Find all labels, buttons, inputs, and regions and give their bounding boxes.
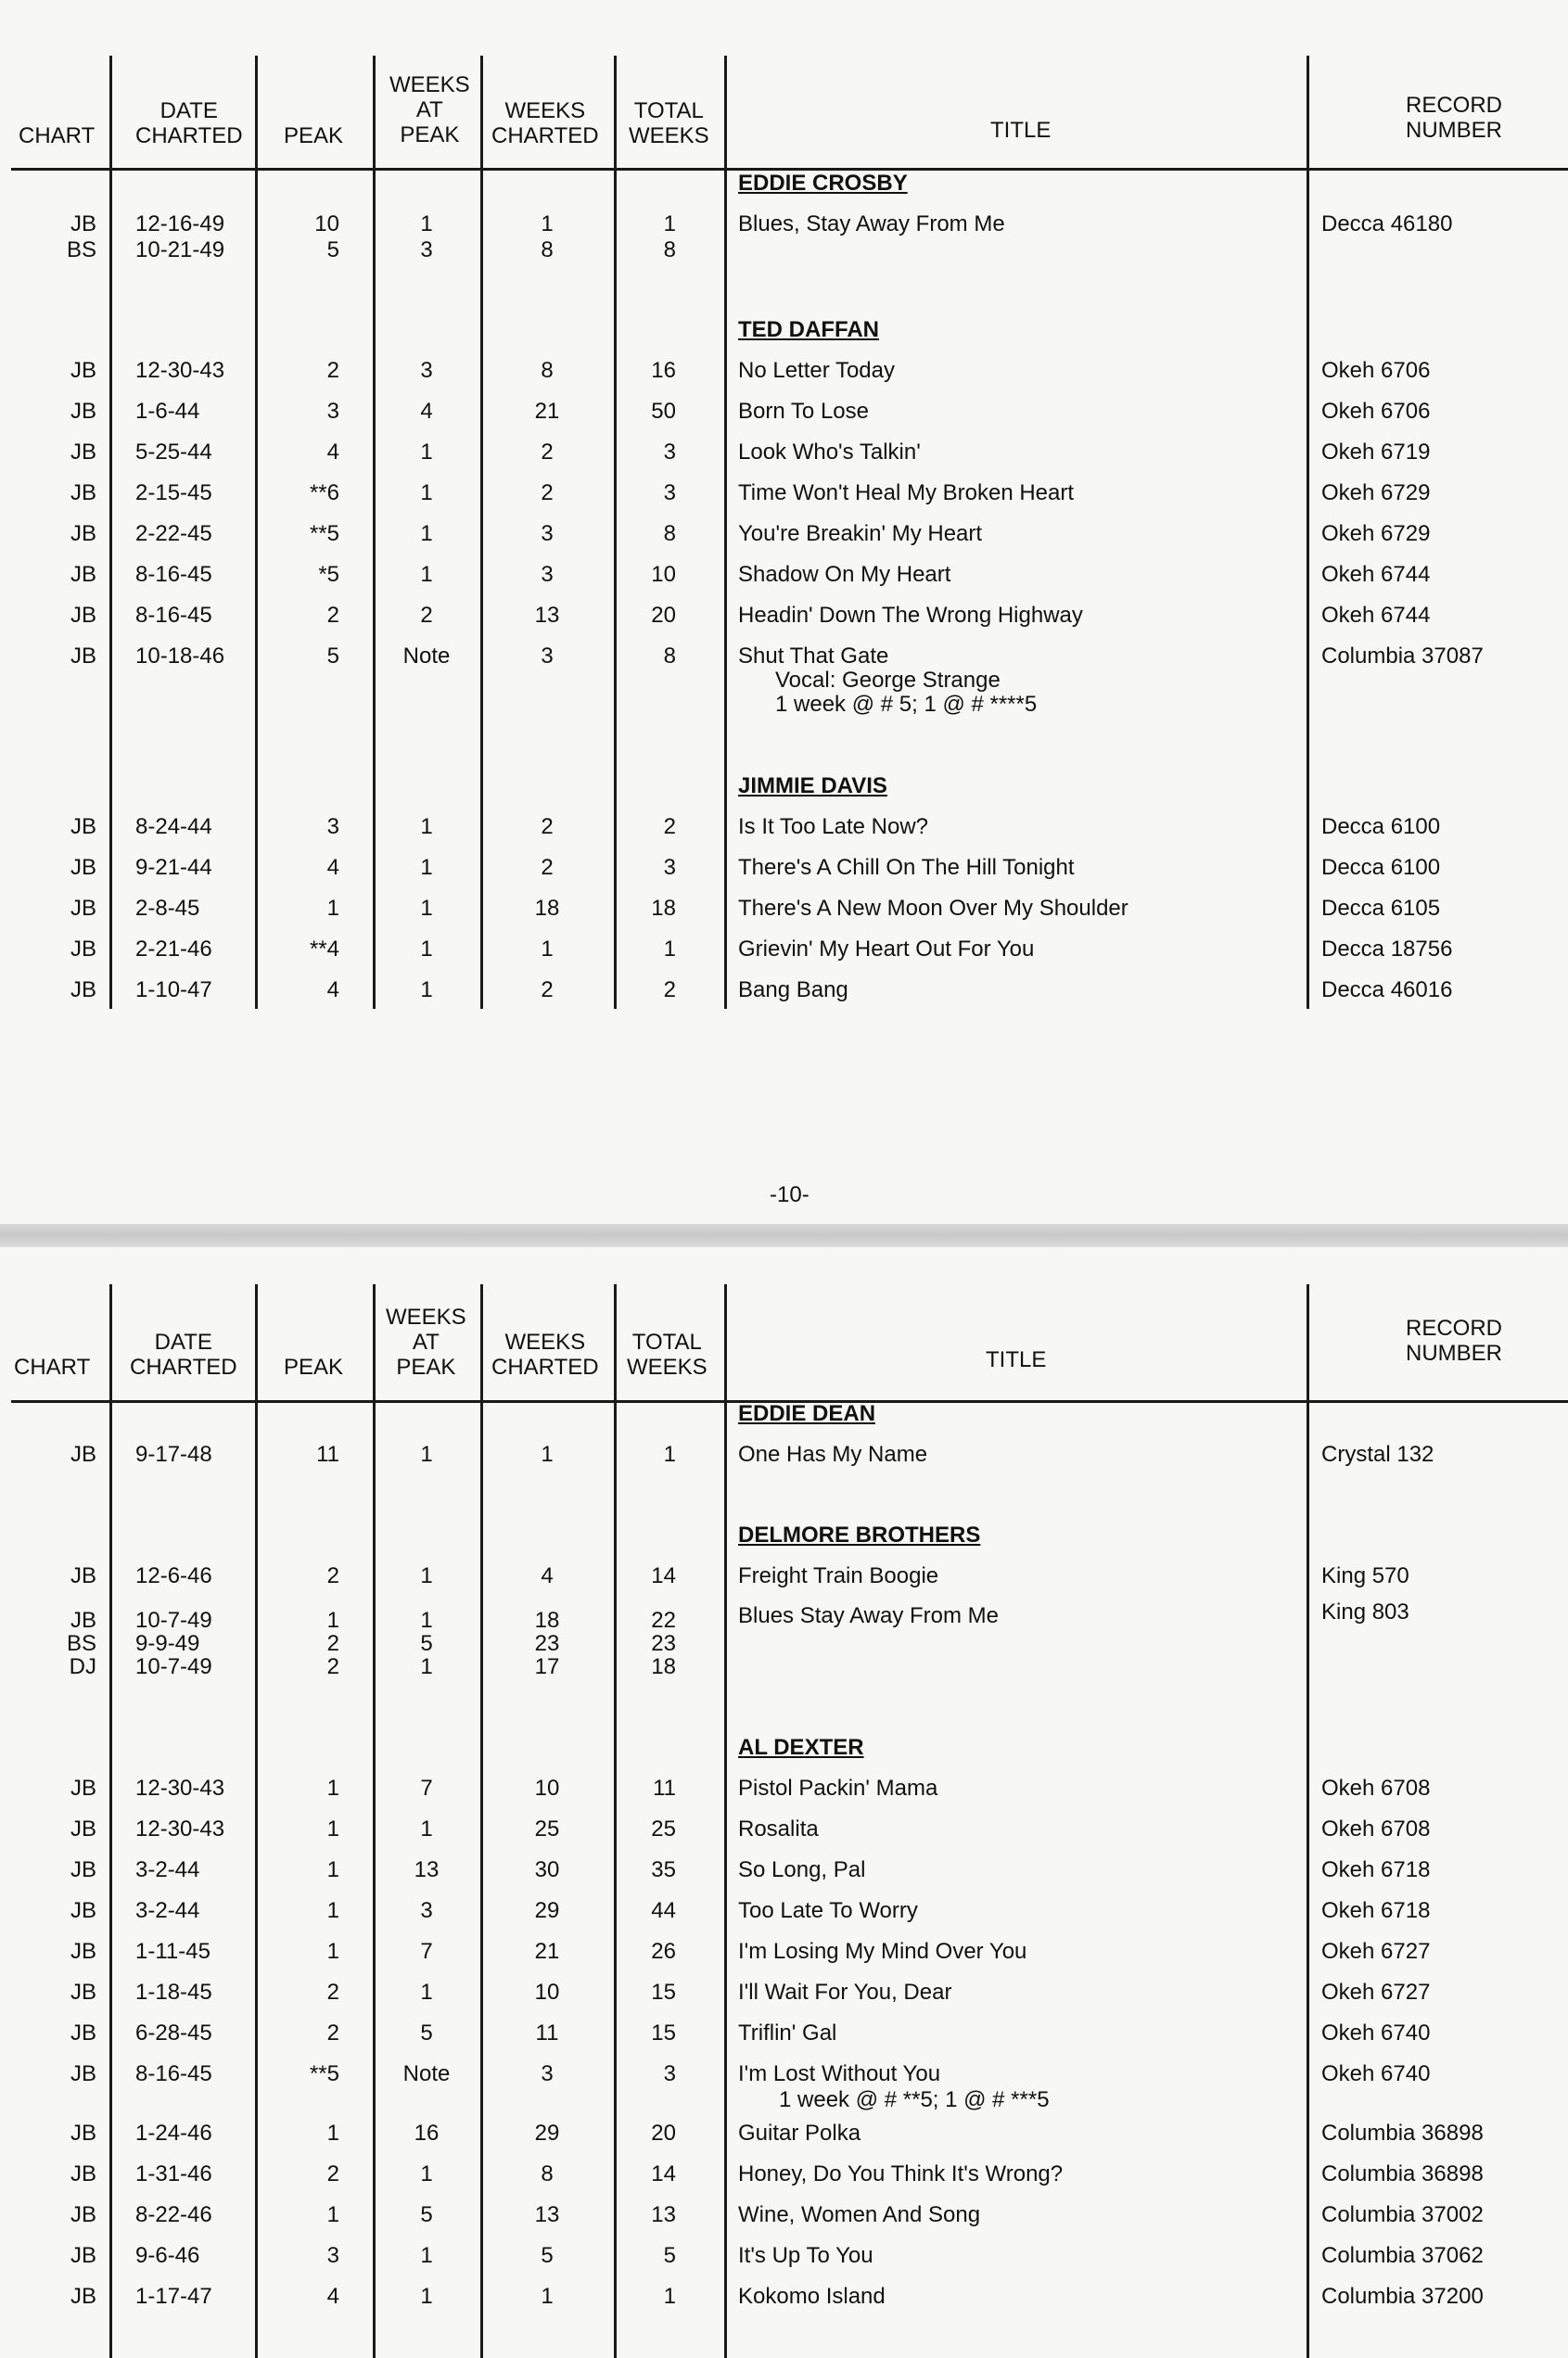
- chart-cell: JB: [70, 644, 96, 669]
- date-cell: 8-16-45: [135, 603, 212, 628]
- header-record-number: RECORD NUMBER: [1406, 93, 1503, 143]
- weeks-charted-cell: 1 8: [541, 211, 554, 262]
- weeks-at-peak-cell: 2: [420, 603, 433, 628]
- column-rule: [614, 1284, 617, 2358]
- total-weeks-cell: 14: [651, 1563, 676, 1588]
- weeks-charted-cell: 29: [534, 1898, 560, 1923]
- total-weeks-cell: 25: [651, 1816, 676, 1842]
- date-cell: 8-22-46: [135, 2202, 212, 2227]
- page-number: -10-: [770, 1182, 809, 1207]
- peak-cell: 1 2 2: [326, 1608, 339, 1679]
- chart-cell: JB: [70, 480, 96, 505]
- peak-cell: 1: [326, 1898, 339, 1923]
- title-cell: Look Who's Talkin': [738, 440, 921, 465]
- column-rule: [255, 56, 258, 1009]
- date-cell: 3-2-44: [135, 1898, 200, 1923]
- weeks-charted-cell: 5: [541, 2243, 554, 2268]
- total-weeks-cell: 8: [663, 521, 676, 546]
- weeks-at-peak-cell: 5: [420, 2202, 433, 2227]
- weeks-charted-cell: 13: [534, 603, 560, 628]
- record-cell: Okeh 6719: [1321, 440, 1431, 465]
- weeks-at-peak-cell: 1: [420, 2161, 433, 2186]
- date-cell: 12-16-49 10-21-49: [135, 211, 225, 262]
- title-cell: Blues Stay Away From Me: [738, 1603, 999, 1628]
- peak-cell: 1: [326, 896, 339, 921]
- peak-cell: 2: [326, 2161, 339, 2186]
- record-cell: Okeh 6740: [1321, 2020, 1431, 2046]
- header-date-charted: DATE CHARTED: [130, 1330, 237, 1380]
- chart-cell: JB: [70, 896, 96, 921]
- weeks-at-peak-cell: 13: [414, 1857, 440, 1882]
- peak-cell: 4: [326, 977, 339, 1002]
- peak-cell: 1: [326, 1816, 339, 1842]
- header-chart: CHART: [14, 1355, 91, 1380]
- record-cell: Columbia 36898: [1321, 2121, 1484, 2146]
- weeks-charted-cell: 1: [541, 2284, 554, 2309]
- page-gap: [0, 1224, 1568, 1247]
- weeks-at-peak-cell: 1 5 1: [420, 1608, 433, 1679]
- column-rule: [480, 56, 483, 1009]
- column-rule: [614, 56, 617, 1009]
- chart-cell: JB: [70, 2061, 96, 2086]
- record-cell: Columbia 37200: [1321, 2284, 1484, 2309]
- date-cell: 12-30-43: [135, 1816, 225, 1842]
- weeks-at-peak-cell: 1: [420, 480, 433, 505]
- weeks-charted-cell: 8: [541, 358, 554, 383]
- record-cell: Okeh 6727: [1321, 1939, 1431, 1964]
- record-cell: Decca 6100: [1321, 814, 1441, 839]
- weeks-charted-cell: 2: [541, 977, 554, 1002]
- date-cell: 12-30-43: [135, 1776, 225, 1801]
- total-weeks-cell: 50: [651, 399, 676, 424]
- weeks-at-peak-cell: 3: [420, 1898, 433, 1923]
- date-cell: 1-6-44: [135, 399, 200, 424]
- weeks-at-peak-cell: Note: [402, 644, 451, 669]
- date-cell: 1-31-46: [135, 2161, 212, 2186]
- chart-cell: JB: [70, 1898, 96, 1923]
- title-cell: I'll Wait For You, Dear: [738, 1980, 952, 2005]
- title-cell: One Has My Name: [738, 1442, 928, 1467]
- peak-cell: 2: [326, 1980, 339, 2005]
- weeks-at-peak-cell: 1: [420, 562, 433, 587]
- weeks-charted-cell: 2: [541, 855, 554, 880]
- header-total-weeks: TOTAL WEEKS: [629, 98, 709, 148]
- chart-cell: JB: [70, 814, 96, 839]
- weeks-at-peak-cell: 1: [420, 896, 433, 921]
- header-title: TITLE: [990, 118, 1052, 143]
- record-cell: Okeh 6706: [1321, 399, 1431, 424]
- artist-heading: EDDIE CROSBY: [738, 171, 908, 196]
- chart-cell: JB BS DJ: [66, 1608, 96, 1679]
- peak-cell: 10 5: [314, 211, 339, 262]
- weeks-charted-cell: 3: [541, 562, 554, 587]
- total-weeks-cell: 15: [651, 2020, 676, 2046]
- total-weeks-cell: 2: [663, 977, 676, 1002]
- header-weeks-at-peak: WEEKS AT PEAK: [386, 1305, 466, 1380]
- chart-cell: JB: [70, 399, 96, 424]
- artist-heading: AL DEXTER: [738, 1735, 864, 1760]
- record-cell: Columbia 37002: [1321, 2202, 1484, 2227]
- total-weeks-cell: 3: [663, 480, 676, 505]
- total-weeks-cell: 2: [663, 814, 676, 839]
- record-cell: Columbia 37087: [1321, 644, 1484, 669]
- header-peak: PEAK: [284, 123, 344, 148]
- record-cell: Okeh 6718: [1321, 1898, 1431, 1923]
- total-weeks-cell: 26: [651, 1939, 676, 1964]
- peak-cell: 1: [326, 1857, 339, 1882]
- title-cell: Is It Too Late Now?: [738, 814, 929, 839]
- total-weeks-cell: 8: [663, 644, 676, 669]
- entry-note: Vocal: George Strange: [775, 668, 1001, 693]
- chart-cell: JB: [70, 1563, 96, 1588]
- date-cell: 2-15-45: [135, 480, 212, 505]
- date-cell: 9-6-46: [135, 2243, 200, 2268]
- total-weeks-cell: 3: [663, 440, 676, 465]
- artist-heading: DELMORE BROTHERS: [738, 1523, 981, 1548]
- weeks-charted-cell: 1: [541, 1442, 554, 1467]
- weeks-at-peak-cell: 7: [420, 1939, 433, 1964]
- entry-note: 1 week @ # 5; 1 @ # ****5: [775, 692, 1038, 717]
- column-rule: [1307, 1284, 1309, 2358]
- weeks-at-peak-cell: 1: [420, 814, 433, 839]
- chart-cell: JB: [70, 562, 96, 587]
- weeks-at-peak-cell: Note: [402, 2061, 451, 2086]
- title-cell: It's Up To You: [738, 2243, 873, 2268]
- chart-cell: JB: [70, 440, 96, 465]
- weeks-charted-cell: 4: [541, 1563, 554, 1588]
- total-weeks-cell: 1: [663, 937, 676, 962]
- weeks-at-peak-cell: 7: [420, 1776, 433, 1801]
- peak-cell: 1: [326, 2121, 339, 2146]
- chart-cell: JB: [70, 1776, 96, 1801]
- total-weeks-cell: 3: [663, 855, 676, 880]
- peak-cell: **5: [309, 521, 339, 546]
- peak-cell: *5: [318, 562, 339, 587]
- weeks-charted-cell: 13: [534, 2202, 560, 2227]
- total-weeks-cell: 10: [651, 562, 676, 587]
- record-cell: Okeh 6744: [1321, 562, 1431, 587]
- chart-cell: JB: [70, 1939, 96, 1964]
- date-cell: 8-24-44: [135, 814, 212, 839]
- weeks-charted-cell: 8: [541, 2161, 554, 2186]
- date-cell: 2-22-45: [135, 521, 212, 546]
- weeks-at-peak-cell: 1: [420, 977, 433, 1002]
- record-cell: Okeh 6706: [1321, 358, 1431, 383]
- peak-cell: 2: [326, 1563, 339, 1588]
- title-cell: Bang Bang: [738, 977, 848, 1002]
- chart-cell: JB: [70, 977, 96, 1002]
- weeks-charted-cell: 10: [534, 1980, 560, 2005]
- title-cell: Guitar Polka: [738, 2121, 861, 2146]
- record-cell: Decca 18756: [1321, 937, 1453, 962]
- total-weeks-cell: 44: [651, 1898, 676, 1923]
- weeks-charted-cell: 30: [534, 1857, 560, 1882]
- page-11: [0, 1247, 1568, 2358]
- total-weeks-cell: 1 8: [663, 211, 676, 262]
- peak-cell: 5: [326, 644, 339, 669]
- chart-cell: JB BS: [66, 211, 96, 262]
- header-weeks-charted: WEEKS CHARTED: [491, 1330, 599, 1380]
- title-cell: Freight Train Boogie: [738, 1563, 939, 1588]
- weeks-charted-cell: 2: [541, 440, 554, 465]
- title-cell: Blues, Stay Away From Me: [738, 211, 1005, 236]
- weeks-charted-cell: 2: [541, 480, 554, 505]
- chart-cell: JB: [70, 1816, 96, 1842]
- date-cell: 3-2-44: [135, 1857, 200, 1882]
- chart-cell: JB: [70, 2243, 96, 2268]
- weeks-at-peak-cell: 4: [420, 399, 433, 424]
- date-cell: 12-30-43: [135, 358, 225, 383]
- record-cell: Decca 46016: [1321, 977, 1453, 1002]
- record-cell: Okeh 6718: [1321, 1857, 1431, 1882]
- record-cell: Okeh 6729: [1321, 521, 1431, 546]
- peak-cell: 2: [326, 603, 339, 628]
- column-rule: [724, 1284, 727, 2358]
- peak-cell: **4: [309, 937, 339, 962]
- column-rule: [480, 1284, 483, 2358]
- record-cell: Okeh 6727: [1321, 1980, 1431, 2005]
- header-date-charted: DATE CHARTED: [135, 98, 243, 148]
- date-cell: 9-21-44: [135, 855, 212, 880]
- weeks-charted-cell: 18 23 17: [534, 1608, 560, 1679]
- weeks-at-peak-cell: 1: [420, 2284, 433, 2309]
- weeks-charted-cell: 11: [535, 2020, 559, 2046]
- total-weeks-cell: 20: [651, 2121, 676, 2146]
- title-cell: Triflin' Gal: [738, 2020, 837, 2046]
- total-weeks-cell: 3: [663, 2061, 676, 2086]
- weeks-at-peak-cell: 1: [420, 440, 433, 465]
- record-cell: Columbia 37062: [1321, 2243, 1484, 2268]
- title-cell: Shut That Gate: [738, 644, 889, 669]
- header-peak: PEAK: [284, 1355, 344, 1380]
- chart-cell: JB: [70, 2121, 96, 2146]
- title-cell: Rosalita: [738, 1816, 819, 1842]
- peak-cell: 1: [326, 1776, 339, 1801]
- chart-cell: JB: [70, 2020, 96, 2046]
- title-cell: Kokomo Island: [738, 2284, 886, 2309]
- weeks-charted-cell: 21: [534, 399, 560, 424]
- header-title: TITLE: [986, 1347, 1047, 1372]
- record-cell: Okeh 6740: [1321, 2061, 1431, 2086]
- total-weeks-cell: 20: [651, 603, 676, 628]
- record-cell: King 570: [1321, 1563, 1409, 1588]
- header-chart: CHART: [19, 123, 96, 148]
- total-weeks-cell: 15: [651, 1980, 676, 2005]
- date-cell: 9-17-48: [135, 1442, 212, 1467]
- weeks-at-peak-cell: 1 3: [420, 211, 433, 262]
- total-weeks-cell: 13: [651, 2202, 676, 2227]
- chart-cell: JB: [70, 855, 96, 880]
- peak-cell: **5: [309, 2061, 339, 2086]
- date-cell: 2-8-45: [135, 896, 200, 921]
- header-weeks-charted: WEEKS CHARTED: [491, 98, 599, 148]
- chart-cell: JB: [70, 2284, 96, 2309]
- column-rule: [255, 1284, 258, 2358]
- total-weeks-cell: 18: [651, 896, 676, 921]
- date-cell: 1-24-46: [135, 2121, 212, 2146]
- weeks-charted-cell: 25: [534, 1816, 560, 1842]
- weeks-charted-cell: 3: [541, 2061, 554, 2086]
- weeks-at-peak-cell: 1: [420, 2243, 433, 2268]
- weeks-charted-cell: 2: [541, 814, 554, 839]
- record-cell: Decca 6100: [1321, 855, 1441, 880]
- title-cell: So Long, Pal: [738, 1857, 866, 1882]
- title-cell: There's A Chill On The Hill Tonight: [738, 855, 1075, 880]
- peak-cell: 1: [326, 1939, 339, 1964]
- entry-note: 1 week @ # **5; 1 @ # ***5: [779, 2087, 1050, 2112]
- weeks-at-peak-cell: 1: [420, 521, 433, 546]
- total-weeks-cell: 16: [651, 358, 676, 383]
- weeks-at-peak-cell: 1: [420, 937, 433, 962]
- date-cell: 1-10-47: [135, 977, 212, 1002]
- column-rule: [373, 1284, 376, 2358]
- date-cell: 5-25-44: [135, 440, 212, 465]
- chart-cell: JB: [70, 2161, 96, 2186]
- date-cell: 1-18-45: [135, 1980, 212, 2005]
- weeks-at-peak-cell: 1: [420, 1816, 433, 1842]
- title-cell: Too Late To Worry: [738, 1898, 918, 1923]
- peak-cell: 3: [326, 2243, 339, 2268]
- column-rule: [1307, 56, 1309, 1009]
- weeks-charted-cell: 21: [534, 1939, 560, 1964]
- weeks-charted-cell: 3: [541, 521, 554, 546]
- weeks-at-peak-cell: 16: [414, 2121, 440, 2146]
- chart-cell: JB: [70, 1980, 96, 2005]
- date-cell: 6-28-45: [135, 2020, 212, 2046]
- chart-cell: JB: [70, 603, 96, 628]
- column-rule: [724, 56, 727, 1009]
- artist-heading: JIMMIE DAVIS: [738, 773, 887, 798]
- title-cell: Headin' Down The Wrong Highway: [738, 603, 1083, 628]
- weeks-charted-cell: 29: [534, 2121, 560, 2146]
- weeks-charted-cell: 18: [534, 896, 560, 921]
- title-cell: I'm Losing My Mind Over You: [738, 1939, 1027, 1964]
- title-cell: No Letter Today: [738, 358, 895, 383]
- total-weeks-cell: 14: [651, 2161, 676, 2186]
- date-cell: 8-16-45: [135, 562, 212, 587]
- total-weeks-cell: 22 23 18: [651, 1608, 676, 1679]
- total-weeks-cell: 1: [663, 1442, 676, 1467]
- chart-cell: JB: [70, 521, 96, 546]
- date-cell: 10-7-49 9-9-49 10-7-49: [135, 1608, 212, 1679]
- weeks-charted-cell: 10: [534, 1776, 560, 1801]
- header-total-weeks: TOTAL WEEKS: [627, 1330, 708, 1380]
- column-rule: [373, 56, 376, 1009]
- record-cell: Okeh 6729: [1321, 480, 1431, 505]
- peak-cell: 3: [326, 399, 339, 424]
- title-cell: There's A New Moon Over My Shoulder: [738, 896, 1128, 921]
- date-cell: 8-16-45: [135, 2061, 212, 2086]
- weeks-at-peak-cell: 1: [420, 1980, 433, 2005]
- column-rule: [109, 56, 112, 1009]
- total-weeks-cell: 1: [663, 2284, 676, 2309]
- weeks-at-peak-cell: 1: [420, 1442, 433, 1467]
- record-cell: Okeh 6708: [1321, 1776, 1431, 1801]
- title-cell: Shadow On My Heart: [738, 562, 951, 587]
- artist-heading: TED DAFFAN: [738, 317, 879, 342]
- record-cell: Decca 46180: [1321, 211, 1453, 236]
- record-cell: Columbia 36898: [1321, 2161, 1484, 2186]
- title-cell: Born To Lose: [738, 399, 869, 424]
- weeks-charted-cell: 1: [541, 937, 554, 962]
- header-record-number: RECORD NUMBER: [1406, 1316, 1503, 1366]
- chart-cell: JB: [70, 937, 96, 962]
- title-cell: Honey, Do You Think It's Wrong?: [738, 2161, 1064, 2186]
- record-cell: King 803: [1321, 1600, 1409, 1625]
- peak-cell: 1: [326, 2202, 339, 2227]
- date-cell: 1-11-45: [135, 1939, 210, 1964]
- date-cell: 10-18-46: [135, 644, 225, 669]
- title-cell: Wine, Women And Song: [738, 2202, 981, 2227]
- peak-cell: 2: [326, 358, 339, 383]
- total-weeks-cell: 35: [651, 1857, 676, 1882]
- peak-cell: 3: [326, 814, 339, 839]
- peak-cell: 2: [326, 2020, 339, 2046]
- date-cell: 1-17-47: [135, 2284, 212, 2309]
- title-cell: Grievin' My Heart Out For You: [738, 937, 1035, 962]
- chart-cell: JB: [70, 1442, 96, 1467]
- weeks-charted-cell: 3: [541, 644, 554, 669]
- chart-cell: JB: [70, 358, 96, 383]
- record-cell: Okeh 6744: [1321, 603, 1431, 628]
- record-cell: Okeh 6708: [1321, 1816, 1431, 1842]
- total-weeks-cell: 11: [653, 1776, 676, 1801]
- peak-cell: 4: [326, 855, 339, 880]
- artist-heading: EDDIE DEAN: [738, 1401, 876, 1426]
- chart-cell: JB: [70, 1857, 96, 1882]
- title-cell: Time Won't Heal My Broken Heart: [738, 480, 1075, 505]
- weeks-at-peak-cell: 5: [420, 2020, 433, 2046]
- date-cell: 12-6-46: [135, 1563, 212, 1588]
- peak-cell: **6: [309, 480, 339, 505]
- weeks-at-peak-cell: 1: [420, 855, 433, 880]
- chart-cell: JB: [70, 2202, 96, 2227]
- peak-cell: 11: [316, 1442, 339, 1467]
- date-cell: 2-21-46: [135, 937, 212, 962]
- weeks-at-peak-cell: 3: [420, 358, 433, 383]
- header-weeks-at-peak: WEEKS AT PEAK: [389, 72, 470, 147]
- record-cell: Crystal 132: [1321, 1442, 1434, 1467]
- title-cell: Pistol Packin' Mama: [738, 1776, 938, 1801]
- peak-cell: 4: [326, 2284, 339, 2309]
- weeks-at-peak-cell: 1: [420, 1563, 433, 1588]
- column-rule: [109, 1284, 112, 2358]
- total-weeks-cell: 5: [663, 2243, 676, 2268]
- peak-cell: 4: [326, 440, 339, 465]
- title-cell: I'm Lost Without You: [738, 2061, 941, 2086]
- title-cell: You're Breakin' My Heart: [738, 521, 983, 546]
- record-cell: Decca 6105: [1321, 896, 1441, 921]
